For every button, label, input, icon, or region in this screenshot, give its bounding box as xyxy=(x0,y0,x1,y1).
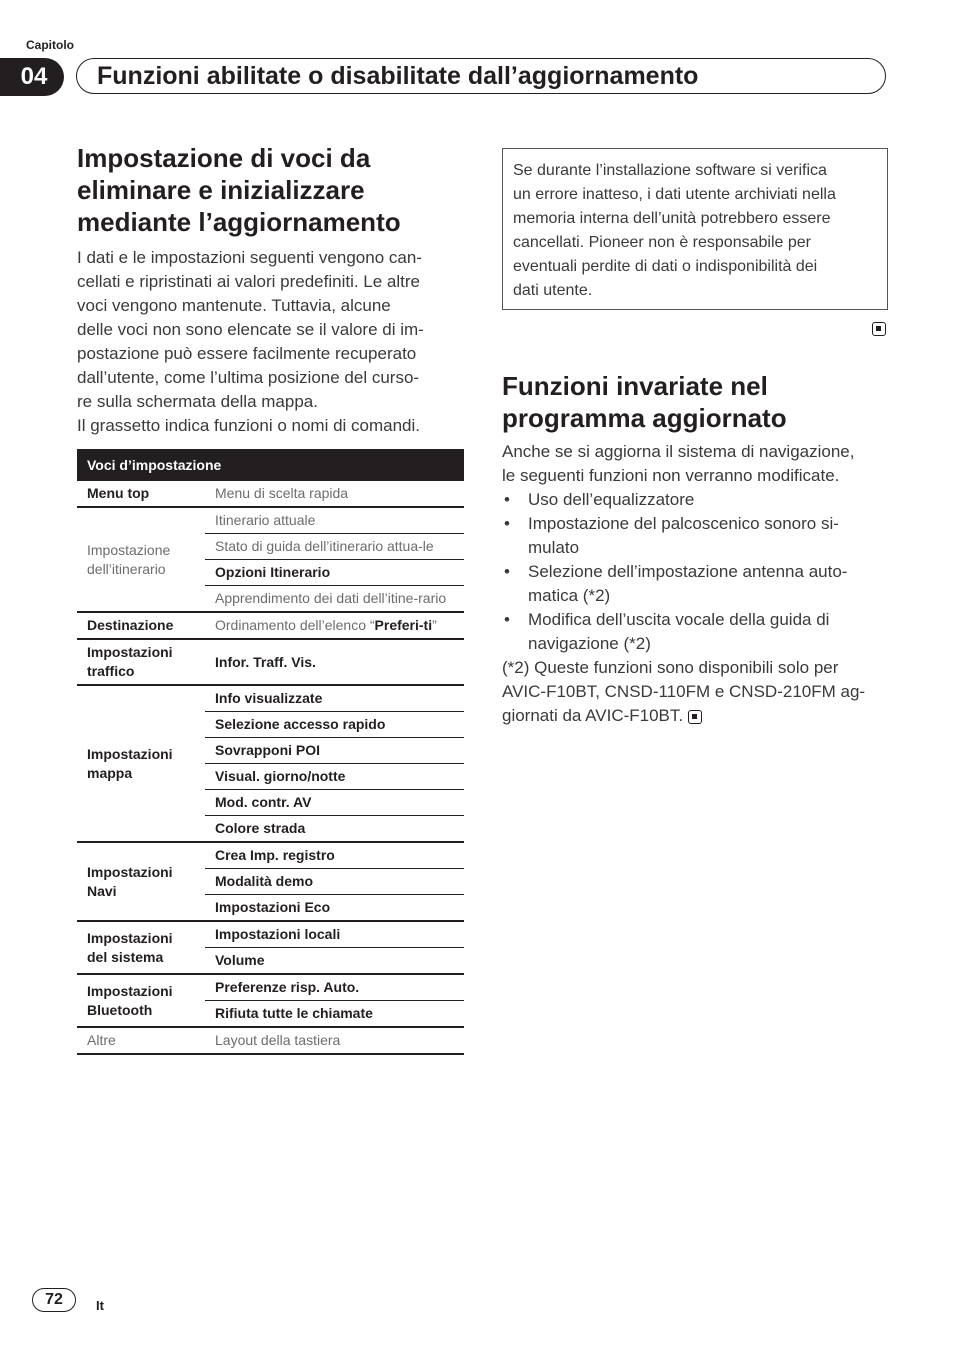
end-of-section-icon xyxy=(688,710,702,724)
language-code: It xyxy=(96,1298,104,1313)
bullet-icon: • xyxy=(504,562,510,581)
left-column xyxy=(77,142,472,438)
bullet-item xyxy=(502,608,894,656)
table-row xyxy=(77,612,464,639)
table-item-cell: Itinerario attuale xyxy=(205,507,464,534)
table-item-cell xyxy=(205,612,464,639)
chapter-number-badge: 04 xyxy=(0,58,64,96)
bullet-item xyxy=(502,560,894,608)
text-line: dall’utente, come l’ultima posizione del curso- xyxy=(77,368,420,387)
bullet-item xyxy=(502,488,894,512)
table-item-cell: Stato di guida dell’itinerario attua-le xyxy=(205,534,464,560)
bullet-line: navigazione (*2) xyxy=(528,634,651,653)
text-line: postazione può essere facilmente recuperato xyxy=(77,344,417,363)
table-row xyxy=(77,974,464,1001)
intro-paragraph xyxy=(77,246,472,438)
bullet-list xyxy=(502,488,894,656)
note-line: dati utente. xyxy=(513,282,593,299)
table-row xyxy=(77,685,464,712)
table-item-cell: Impostazioni Eco xyxy=(205,895,464,922)
table-item-cell: Impostazioni locali xyxy=(205,921,464,948)
table-item-cell: Infor. Traff. Vis. xyxy=(205,639,464,685)
footnote-line xyxy=(502,704,894,728)
footnote-last-text: giornati da AVIC-F10BT. xyxy=(502,706,684,725)
text-line: le seguenti funzioni non verranno modificate. xyxy=(502,466,840,485)
table-category-cell: Destinazione xyxy=(77,612,205,639)
bullet-icon: • xyxy=(504,514,510,533)
table-row xyxy=(77,921,464,948)
table-item-strong: Preferi-ti xyxy=(374,617,433,633)
table-item-cell: Selezione accesso rapido xyxy=(205,712,464,738)
table-row xyxy=(77,481,464,507)
text-line: I dati e le impostazioni seguenti vengono can- xyxy=(77,248,422,267)
table-item-cell: Preferenze risp. Auto. xyxy=(205,974,464,1001)
table-category-cell: Impostazioni mappa xyxy=(77,685,205,842)
right-column xyxy=(502,370,894,728)
table-item-cell: Menu di scelta rapida xyxy=(205,481,464,507)
unchanged-functions-text xyxy=(502,440,894,728)
table-item-cell: Modalità demo xyxy=(205,869,464,895)
table-item-cell: Colore strada xyxy=(205,816,464,843)
chapter-title-text: Funzioni abilitate o disabilitate dall’aggiornamento xyxy=(97,61,699,90)
settings-table-wrapper xyxy=(77,449,464,1055)
bullet-line: Selezione dell’impostazione antenna auto- xyxy=(528,562,848,581)
table-item-cell: Apprendimento dei dati dell’itine-rario xyxy=(205,586,464,613)
bullet-icon: • xyxy=(504,490,510,509)
page-number: 72 xyxy=(32,1288,76,1312)
settings-table xyxy=(77,449,464,1055)
bullet-line: mulato xyxy=(528,538,580,557)
table-item-cell: Mod. contr. AV xyxy=(205,790,464,816)
table-item-cell: Info visualizzate xyxy=(205,685,464,712)
table-header: Voci d’impostazione xyxy=(77,449,464,481)
text-line: cellati e ripristinati ai valori predefiniti. Le altre xyxy=(77,272,420,291)
note-line: eventuali perdite di dati o indisponibilità dei xyxy=(513,258,818,275)
title-line: eliminare e inizializzare xyxy=(77,175,365,205)
bullet-line: matica (*2) xyxy=(528,586,611,605)
bullet-line: Modifica dell’uscita vocale della guida di xyxy=(528,610,830,629)
bullet-icon: • xyxy=(504,610,510,629)
note-line: memoria interna dell’unità potrebbero essere xyxy=(513,210,831,227)
bullet-line: Impostazione del palcoscenico sonoro si- xyxy=(528,514,839,533)
table-category-cell: Impostazioni Bluetooth xyxy=(77,974,205,1027)
chapter-title xyxy=(76,58,886,94)
title-line: mediante l’aggiornamento xyxy=(77,207,401,237)
table-item-cell: Opzioni Itinerario xyxy=(205,560,464,586)
table-row xyxy=(77,507,464,534)
table-category-cell: Impostazione dell’itinerario xyxy=(77,507,205,612)
table-category-cell: Altre xyxy=(77,1027,205,1054)
table-category-cell: Impostazioni del sistema xyxy=(77,921,205,974)
title-line: Funzioni invariate nel xyxy=(502,371,768,401)
text-line: re sulla schermata della mappa. xyxy=(77,392,318,411)
bullet-line: Uso dell’equalizzatore xyxy=(528,490,695,509)
text-line: Anche se si aggiorna il sistema di navigazione, xyxy=(502,442,855,461)
text-line: voci vengono mantenute. Tuttavia, alcune xyxy=(77,296,391,315)
text-line: delle voci non sono elencate se il valore di im- xyxy=(77,320,424,339)
footnote-line: AVIC-F10BT, CNSD-110FM e CNSD-210FM ag- xyxy=(502,682,866,701)
note-line: cancellati. Pioneer non è responsabile per xyxy=(513,234,811,251)
note-line: un errore inatteso, i dati utente archiviati nella xyxy=(513,186,836,203)
text-line: Il grassetto indica funzioni o nomi di comandi. xyxy=(77,416,421,435)
title-line: programma aggiornato xyxy=(502,403,787,433)
table-category-cell: Menu top xyxy=(77,481,205,507)
end-of-section-icon xyxy=(872,322,886,336)
chapter-label: Capitolo xyxy=(26,38,74,52)
footnote-line: (*2) Queste funzioni sono disponibili solo per xyxy=(502,658,839,677)
table-row xyxy=(77,842,464,869)
table-row xyxy=(77,639,464,685)
table-item-text: Ordinamento dell’elenco “ xyxy=(215,617,375,633)
table-item-cell: Volume xyxy=(205,948,464,975)
section-title xyxy=(502,370,894,434)
title-line: Impostazione di voci da xyxy=(77,143,371,173)
table-row xyxy=(77,1027,464,1054)
table-item-cell: Visual. giorno/notte xyxy=(205,764,464,790)
section-title xyxy=(77,142,472,238)
table-item-cell: Rifiuta tutte le chiamate xyxy=(205,1001,464,1028)
table-item-cell: Crea Imp. registro xyxy=(205,842,464,869)
table-category-cell: Impostazioni Navi xyxy=(77,842,205,921)
table-category-cell: Impostazioni traffico xyxy=(77,639,205,685)
bullet-item xyxy=(502,512,894,560)
table-item-suffix: ” xyxy=(432,617,437,633)
table-item-cell: Layout della tastiera xyxy=(205,1027,464,1054)
warning-note xyxy=(502,148,888,310)
table-item-cell: Sovrapponi POI xyxy=(205,738,464,764)
note-line: Se durante l’installazione software si verifica xyxy=(513,162,827,179)
